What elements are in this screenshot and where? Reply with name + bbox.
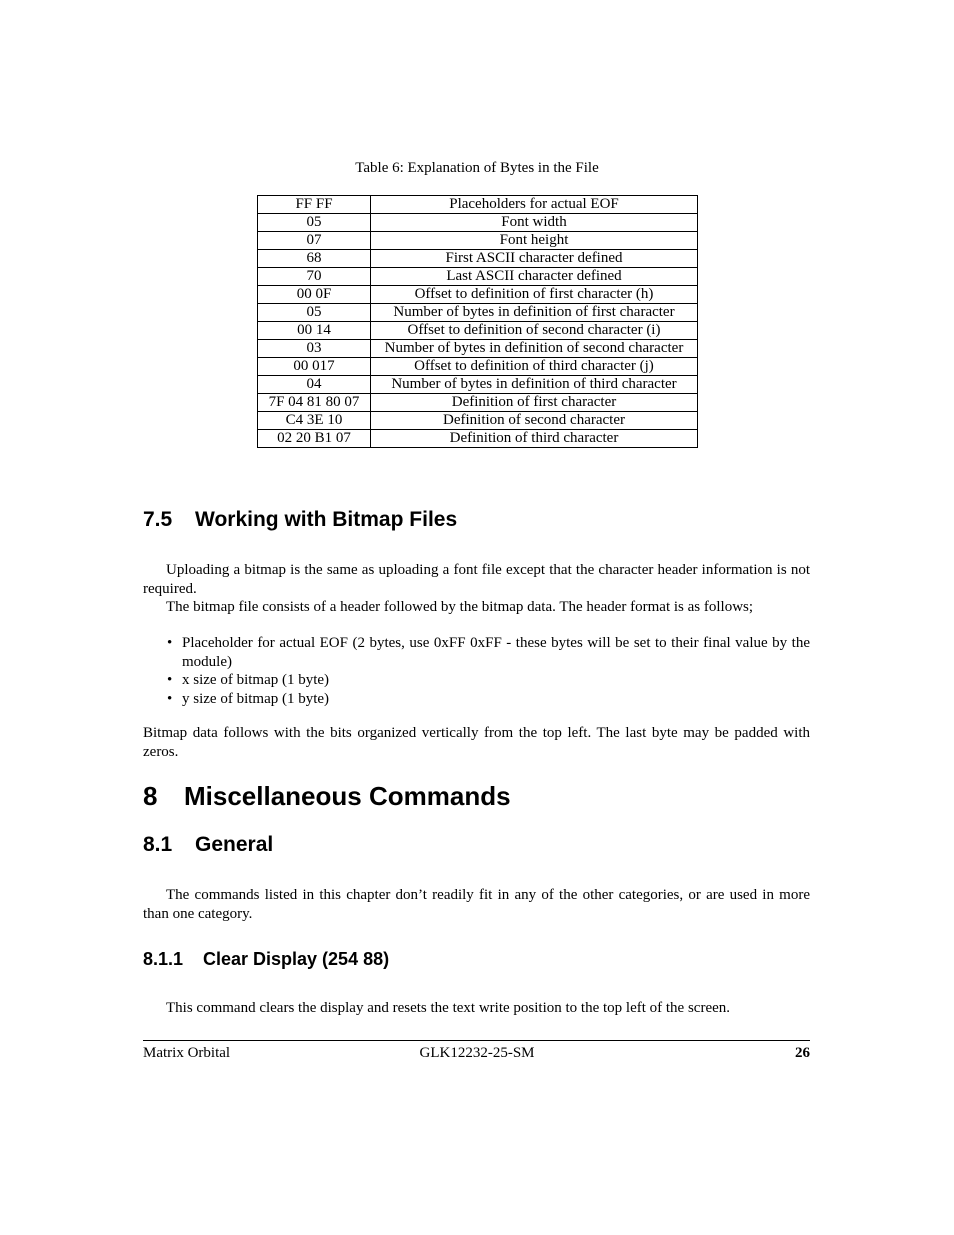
table-row [258,268,698,286]
bytes-cell: 70 [258,268,371,286]
bullet-icon: • [167,635,173,651]
explanation-cell: Font height [371,232,698,250]
bullet-icon: • [167,690,173,707]
explanation-cell: Number of bytes in definition of first character [371,304,698,322]
paragraph: The bitmap file consists of a header followed by the bitmap data. The header format is as follows; [166,599,754,615]
explanation-cell: Font width [371,214,698,232]
table-row [258,394,698,412]
explanation-cell: Offset to definition of second character (i) [371,322,698,340]
section-title: Miscellaneous Commands [184,781,511,811]
explanation-cell: Number of bytes in definition of second character [371,340,698,358]
section-title: Clear Display (254 88) [203,949,390,969]
bullet-icon: • [167,672,173,688]
section-8-1-heading [143,833,273,857]
section-8-1-1-heading [143,949,389,970]
table-row [258,232,698,250]
table-row [258,322,698,340]
table-row [258,376,698,394]
section-number: 8.1.1 [143,949,184,969]
section-8-heading [143,781,511,812]
bytes-cell: 7F 04 81 80 07 [258,394,371,412]
section-number: 8 [143,781,158,811]
table-row [258,196,698,214]
table-row [258,340,698,358]
table-caption: Table 6: Explanation of Bytes in the File [355,160,599,176]
list-item-text: x size of bitmap (1 byte) [182,672,330,688]
table-row [258,214,698,232]
footer-left: Matrix Orbital [143,1045,231,1061]
list-item-text: Placeholder for actual EOF (2 bytes, use 0xFF 0xFF - these bytes will be set to their final value by the module) [182,635,810,670]
bytes-table-body [258,196,698,448]
explanation-cell: Number of bytes in definition of third character [371,376,698,394]
bytes-cell: C4 3E 10 [258,412,371,430]
explanation-cell: Definition of second character [371,412,698,430]
list-item [167,634,810,671]
table-row [258,358,698,376]
bytes-cell: 03 [258,340,371,358]
list-item-text: y size of bitmap (1 byte) [182,690,330,707]
table-row [258,430,698,448]
list-item [167,690,810,709]
explanation-cell: Definition of third character [371,430,698,448]
bytes-table [257,195,698,448]
bytes-cell: 04 [258,376,371,394]
paragraph: The commands listed in this chapter don’t readily fit in any of the other categories, or are used in more than one category. [143,887,810,922]
bytes-cell: 00 0F [258,286,371,304]
section-number: 8.1 [143,833,173,856]
explanation-cell: Last ASCII character defined [371,268,698,286]
table-row [258,412,698,430]
header-format-list [167,634,810,708]
section-title: General [195,833,274,856]
page-number: 26 [795,1045,810,1061]
paragraph: Uploading a bitmap is the same as uploading a font file except that the character header information is not required. [143,562,810,597]
footer-center: GLK12232-25-SM [419,1045,535,1061]
bytes-cell: FF FF [258,196,371,214]
section-7-5-heading [143,508,457,532]
table-row [258,304,698,322]
bytes-cell: 07 [258,232,371,250]
explanation-cell: Placeholders for actual EOF [371,196,698,214]
section-title: Working with Bitmap Files [195,508,458,531]
bytes-cell: 00 017 [258,358,371,376]
footer-rule [143,1040,810,1041]
explanation-cell: Offset to definition of first character (h) [371,286,698,304]
bytes-cell: 05 [258,214,371,232]
explanation-cell: Offset to definition of third character (j) [371,358,698,376]
section-number: 7.5 [143,508,173,531]
bytes-cell: 00 14 [258,322,371,340]
explanation-cell: First ASCII character defined [371,250,698,268]
bytes-cell: 05 [258,304,371,322]
paragraph: This command clears the display and resets the text write position to the top left of the screen. [166,1000,731,1016]
table-row [258,286,698,304]
bytes-cell: 02 20 B1 07 [258,430,371,448]
explanation-cell: Definition of first character [371,394,698,412]
bytes-cell: 68 [258,250,371,268]
paragraph: Bitmap data follows with the bits organized vertically from the top left. The last byte may be padded with zeros. [143,725,810,760]
list-item [167,671,810,690]
table-row [258,250,698,268]
